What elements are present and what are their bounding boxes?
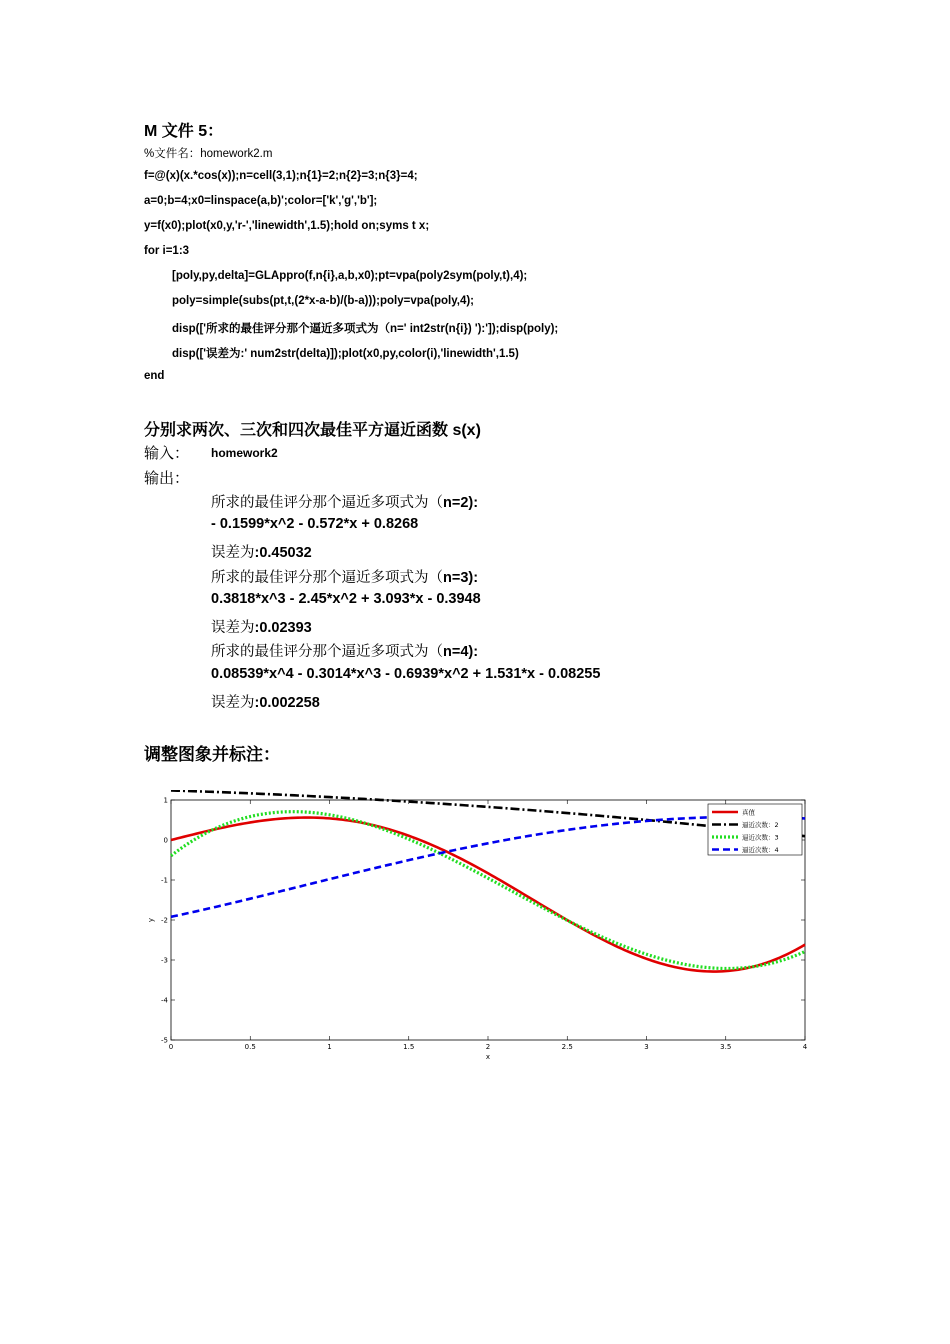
result-2-error-value: :0.02393 (254, 620, 312, 636)
y-tick-label: -2 (161, 916, 168, 925)
x-tick-label: 0.5 (244, 1043, 256, 1051)
result-3-prefix: 所求的最佳评分那个逼近多项式为（ (211, 644, 443, 660)
x-tick-label: 1.5 (403, 1043, 415, 1051)
code-line-3: a=0;b=4;x0=linspace(a,b)';color=['k','g','b']; (144, 195, 378, 207)
legend-label-4: 逼近次数：4 (742, 846, 779, 854)
legend-label-3: 逼近次数：3 (742, 833, 779, 842)
result-3-n: n=4): (443, 644, 479, 660)
legend-label-1: 真值 (742, 808, 755, 817)
y-tick-label: 0 (163, 836, 168, 845)
output-label: 输出： (144, 469, 190, 487)
x-axis-label: x (485, 1053, 491, 1061)
section-title-task: 分别求两次、三次和四次最佳平方逼近函数 s(x) (144, 422, 481, 439)
result-3-error (211, 691, 320, 712)
code-line-5: for i=1:3 (144, 245, 190, 257)
section-title-m-file-5: M 文件 5： (144, 123, 224, 140)
y-tick-label: -1 (161, 876, 168, 885)
result-3-error-value: :0.002258 (254, 695, 320, 711)
input-label: 输入： (144, 444, 190, 462)
y-tick-label: -5 (161, 1036, 168, 1045)
x-tick-label: 4 (802, 1043, 808, 1051)
result-2-title (211, 566, 478, 587)
result-1-error (211, 541, 312, 562)
code-line-2: f=@(x)(x.*cos(x));n=cell(3,1);n{1}=2;n{2}=3;n{3}=4; (144, 170, 418, 182)
code-line-7: poly=simple(subs(pt,t,(2*x-a-b)/(b-a)));poly=vpa(poly,4); (172, 295, 474, 307)
result-3-error-label: 误差为 (211, 695, 255, 711)
y-tick-label: 1 (163, 796, 168, 805)
code-line-8: disp(['所求的最佳评分那个逼近多项式为（n=' int2str(n{i}) '):']);disp(poly); (172, 323, 559, 335)
result-1-polynomial: - 0.1599*x^2 - 0.572*x + 0.8268 (211, 516, 419, 532)
code-line-4: y=f(x0);plot(x0,y,'r-','linewidth',1.5);hold on;syms t x; (144, 220, 430, 232)
x-tick-label: 1 (327, 1043, 332, 1051)
y-tick-label: -4 (161, 996, 168, 1005)
x-tick-label: 2 (485, 1043, 491, 1051)
x-tick-label: 2.5 (561, 1043, 573, 1051)
code-line-9: disp(['误差为:' num2str(delta)]);plot(x0,py,color(i),'linewidth',1.5) (172, 348, 519, 360)
section-title-plot: 调整图象并标注： (144, 745, 280, 764)
x-tick-label: 3.5 (720, 1043, 732, 1051)
result-2-prefix: 所求的最佳评分那个逼近多项式为（ (211, 570, 443, 586)
x-tick-label: 3 (644, 1043, 649, 1051)
result-1-error-value: :0.45032 (254, 545, 312, 561)
result-1-title (211, 491, 478, 512)
result-2-error (211, 616, 312, 637)
result-1-n: n=2): (443, 495, 479, 511)
result-1-error-label: 误差为 (211, 545, 255, 561)
result-3-polynomial: 0.08539*x^4 - 0.3014*x^3 - 0.6939*x^2 + 1.531*x - 0.08255 (211, 666, 601, 682)
result-2-error-label: 误差为 (211, 620, 255, 636)
approximation-chart (140, 790, 820, 1070)
result-2-polynomial: 0.3818*x^3 - 2.45*x^2 + 3.093*x - 0.3948 (211, 591, 481, 607)
input-value: homework2 (211, 446, 278, 460)
y-axis-label: y (147, 917, 155, 923)
legend-label-2: 逼近次数：2 (742, 821, 779, 829)
code-line-6: [poly,py,delta]=GLAppro(f,n{i},a,b,x0);pt=vpa(poly2sym(poly,t),4); (172, 270, 528, 282)
result-2-n: n=3): (443, 570, 479, 586)
code-line-10: end (144, 370, 165, 382)
x-tick-label: 0 (168, 1043, 174, 1051)
y-tick-label: -3 (161, 956, 168, 965)
result-3-title (211, 640, 478, 661)
code-line-1: %文件名：homework2.m (144, 148, 273, 160)
result-1-prefix: 所求的最佳评分那个逼近多项式为（ (211, 495, 443, 511)
